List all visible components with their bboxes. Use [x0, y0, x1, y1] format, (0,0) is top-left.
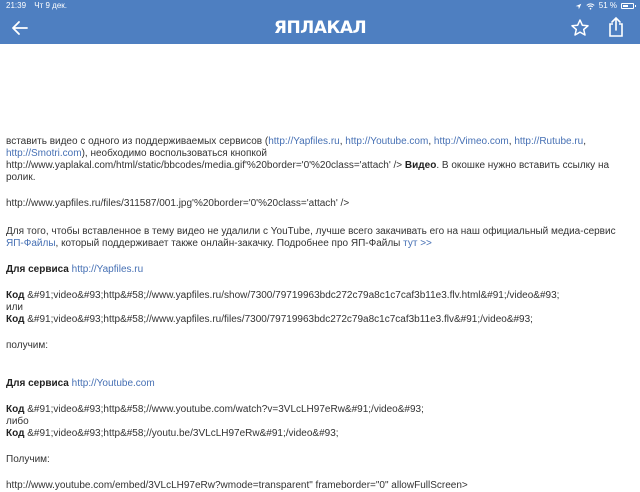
link-more[interactable]: тут >>	[403, 238, 432, 249]
heading-label: Для сервиса	[6, 264, 69, 275]
link-youtube-section[interactable]: http://Youtube.com	[71, 378, 155, 389]
result-text: получим:	[6, 340, 49, 351]
text: ,	[508, 136, 515, 147]
nav-bar	[0, 12, 640, 44]
section-heading-youtube	[6, 378, 632, 390]
back-arrow-icon[interactable]	[10, 18, 30, 38]
status-left	[6, 0, 73, 12]
code-text: &#91;video&#93;http&#58;//youtu.be/3VLcLH97eRw&#91;/video&#93;	[24, 428, 339, 439]
code-line	[6, 290, 632, 302]
link-vimeo[interactable]: http://Vimeo.com	[433, 136, 509, 147]
status-bar	[0, 0, 640, 12]
code-text: &#91;video&#93;http&#58;//www.yapfiles.ru/files/7300/79719963bdc272c79a8c1c7caf3b11e3.flv&#91;/video&#93;	[24, 314, 533, 325]
paragraph-yapfiles	[6, 226, 632, 250]
status-time: 21:39	[6, 1, 27, 10]
code-label: Код	[6, 404, 25, 415]
text: ,	[339, 136, 346, 147]
post-content	[6, 136, 632, 492]
link-yap-files[interactable]: ЯП-Файлы	[6, 238, 56, 249]
text: , который поддерживает также онлайн-закачку. Подробнее про ЯП-Файлы	[55, 238, 404, 249]
link-yapfiles[interactable]: http://Yapfiles.ru	[268, 136, 340, 147]
code-label: Код	[6, 314, 25, 325]
code-line	[6, 314, 632, 326]
or-text: либо	[6, 416, 29, 427]
code-label: Код	[6, 290, 25, 301]
wifi-icon	[586, 3, 595, 10]
battery-percent: 51 %	[598, 1, 617, 10]
paragraph-intro	[6, 136, 632, 184]
code-label: Код	[6, 428, 25, 439]
result-text: Получим:	[6, 454, 50, 465]
link-smotri[interactable]: http://Smotri.com	[6, 148, 82, 159]
star-icon[interactable]	[570, 18, 590, 38]
text: ), необходимо воспользоваться кнопкой http://www.yaplakal.com/html/static/bbcodes/media.gif'%20border='0'%20class='attach' />	[6, 148, 403, 171]
embed-code: http://www.youtube.com/embed/3VLcLH97eRw?wmode=transparent" frameborder="0" allowFullScreen>	[6, 480, 468, 491]
location-icon	[575, 3, 582, 10]
or-text: или	[6, 302, 24, 313]
code-line	[6, 404, 632, 416]
text: . В окошке нужно вставить ссылку на ролик.	[6, 160, 610, 183]
status-date: Чт 9 дек.	[34, 1, 67, 10]
text: Для того, чтобы вставленное в тему видео не удалили с YouTube, лучше всего закачивать его на наш официальный медиа-сервис	[6, 226, 616, 237]
bold-video: Видео	[404, 160, 437, 171]
battery-fill	[623, 5, 628, 7]
code-line	[6, 428, 632, 440]
image-url: http://www.yapfiles.ru/files/311587/001.jpg'%20border='0'%20class='attach' />	[6, 198, 350, 209]
site-logo[interactable]: ЯПЛАКАЛ	[273, 18, 367, 38]
section-heading-yapfiles	[6, 264, 632, 276]
share-icon[interactable]	[606, 16, 626, 38]
link-youtube[interactable]: http://Youtube.com	[345, 136, 429, 147]
link-rutube[interactable]: http://Rutube.ru	[514, 136, 584, 147]
text: вставить видео с одного из поддерживаемых сервисов (	[6, 136, 269, 147]
text: ,	[583, 136, 587, 147]
heading-label: Для сервиса	[6, 378, 69, 389]
text: ,	[428, 136, 434, 147]
status-right	[575, 0, 634, 12]
battery-icon	[621, 3, 634, 9]
code-text: &#91;video&#93;http&#58;//www.yapfiles.ru/show/7300/79719963bdc272c79a8c1c7caf3b11e3.flv.html&#91;/video&#93;	[24, 290, 560, 301]
link-yapfiles-section[interactable]: http://Yapfiles.ru	[71, 264, 144, 275]
code-text: &#91;video&#93;http&#58;//www.youtube.com/watch?v=3VLcLH97eRw&#91;/video&#93;	[24, 404, 424, 415]
